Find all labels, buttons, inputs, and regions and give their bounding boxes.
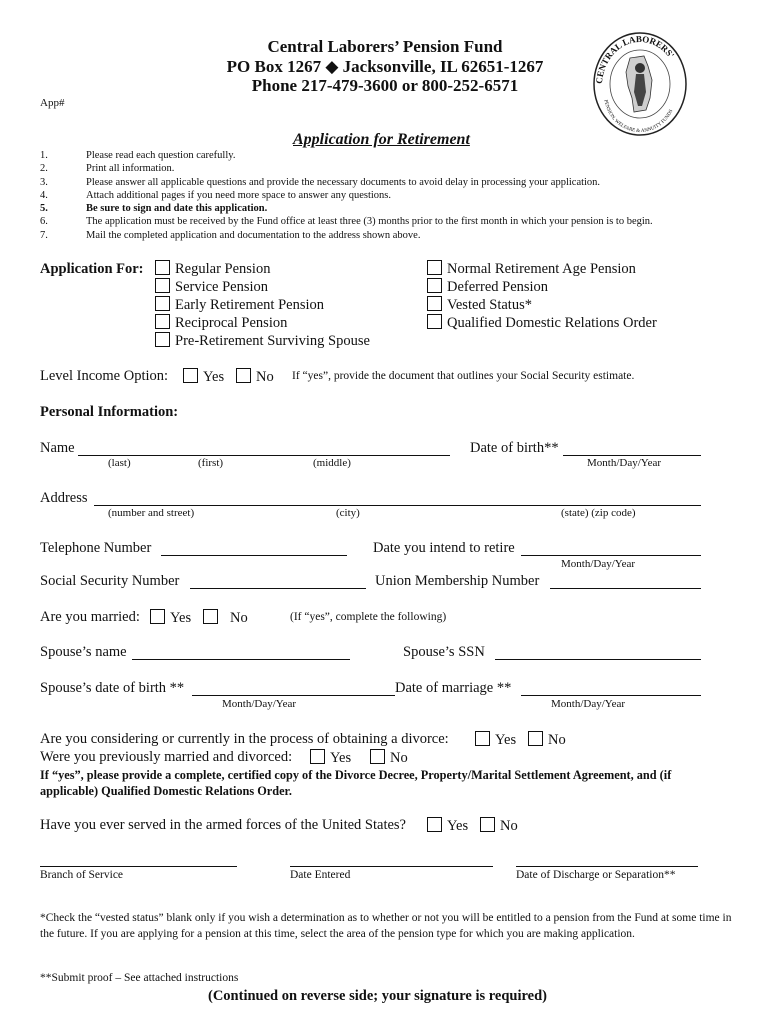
name-middle-caption: (middle) bbox=[313, 457, 351, 469]
instruction-number: 5. bbox=[40, 203, 48, 215]
application-type-checkbox[interactable] bbox=[427, 296, 442, 311]
svg-text:CENTRAL LABORERS': CENTRAL LABORERS' bbox=[593, 33, 677, 85]
yes-label: Yes bbox=[330, 750, 352, 766]
divorce-note: If “yes”, please provide a complete, certified copy of the Divorce Decree, Property/Marital Settlement Agreement, and (if applicable) Qualified Domestic Relations Order. bbox=[40, 768, 672, 798]
dob-format-caption: Month/Day/Year bbox=[587, 457, 662, 469]
application-type-label: Qualified Domestic Relations Order bbox=[447, 315, 657, 331]
application-type-option[interactable] bbox=[427, 260, 636, 278]
instruction-item bbox=[40, 149, 740, 162]
telephone-label: Telephone Number bbox=[40, 540, 152, 556]
fund-name: Central Laborers’ Pension Fund bbox=[267, 37, 503, 56]
level-income-no-checkbox[interactable] bbox=[236, 368, 251, 383]
divorce-q1-no[interactable] bbox=[528, 731, 566, 749]
application-type-label: Regular Pension bbox=[175, 261, 271, 277]
application-type-option[interactable] bbox=[155, 332, 370, 350]
instruction-item bbox=[40, 176, 740, 189]
instruction-text: Please read each question carefully. bbox=[86, 150, 236, 161]
retire-date-label: Date you intend to retire bbox=[373, 540, 515, 556]
instruction-item bbox=[40, 162, 740, 175]
date-entered-caption: Date Entered bbox=[290, 869, 351, 881]
instruction-item bbox=[40, 229, 740, 242]
instructions-list bbox=[40, 149, 740, 242]
address-street-caption: (number and street) bbox=[108, 507, 195, 519]
name-label: Name bbox=[40, 440, 75, 456]
no-label: No bbox=[390, 750, 408, 766]
vested-footnote: *Check the “vested status” blank only if you wish a determination as to whether or not you will be entitled to a pension from the Fund at some time in the future. If you are applying for a pension at this time, select the area of the pension type for which you are making application. bbox=[40, 912, 732, 940]
continued-notice: (Continued on reverse side; your signature is required) bbox=[208, 988, 548, 1004]
date-entered-field[interactable] bbox=[290, 866, 493, 867]
proof-footnote: **Submit proof – See attached instructions bbox=[40, 972, 239, 984]
spouse-ssn-field[interactable] bbox=[495, 659, 701, 660]
application-type-label: Vested Status* bbox=[447, 297, 532, 313]
ssn-field[interactable] bbox=[190, 588, 366, 589]
retire-date-field[interactable] bbox=[521, 555, 701, 556]
application-type-checkbox[interactable] bbox=[427, 260, 442, 275]
divorce-q1-yes[interactable] bbox=[475, 731, 516, 749]
married-yes-checkbox[interactable] bbox=[150, 609, 165, 624]
ssn-label: Social Security Number bbox=[40, 573, 180, 589]
application-type-label: Normal Retirement Age Pension bbox=[447, 261, 636, 277]
married-no-checkbox[interactable] bbox=[203, 609, 218, 624]
instruction-number: 1. bbox=[40, 150, 48, 161]
application-type-option[interactable] bbox=[155, 314, 287, 332]
yes-label: Yes bbox=[447, 818, 469, 834]
spouse-name-field[interactable] bbox=[132, 659, 350, 660]
personal-info-heading: Personal Information: bbox=[40, 404, 179, 420]
application-type-checkbox[interactable] bbox=[427, 314, 442, 329]
form-title: Application for Retirement bbox=[293, 131, 470, 148]
military-question: Have you ever served in the armed forces of the United States? bbox=[40, 817, 406, 833]
no-label: No bbox=[256, 369, 274, 385]
level-income-label: Level Income Option: bbox=[40, 368, 169, 384]
application-type-label: Service Pension bbox=[175, 279, 269, 295]
name-field[interactable] bbox=[78, 455, 450, 456]
military-yes-checkbox[interactable] bbox=[427, 817, 442, 832]
application-type-checkbox[interactable] bbox=[155, 296, 170, 311]
application-for-label: Application For: bbox=[40, 261, 144, 277]
app-number-label: App# bbox=[40, 97, 65, 109]
military-yes[interactable] bbox=[427, 817, 468, 835]
retire-date-format-caption: Month/Day/Year bbox=[561, 558, 636, 570]
married-note: (If “yes”, complete the following) bbox=[290, 611, 447, 623]
application-type-option[interactable] bbox=[155, 296, 324, 314]
no-label: No bbox=[548, 732, 566, 748]
city-state: Jacksonville, IL 62651-1267 bbox=[342, 57, 544, 76]
instruction-item bbox=[40, 202, 740, 215]
application-type-option[interactable] bbox=[155, 278, 268, 296]
instruction-text: Mail the completed application and documentation to the address shown above. bbox=[86, 229, 421, 241]
no-label: No bbox=[500, 818, 518, 834]
divorce-q2-label: Were you previously married and divorced: bbox=[40, 749, 293, 765]
discharge-date-field[interactable] bbox=[516, 866, 698, 867]
military-no[interactable] bbox=[480, 817, 518, 835]
dob-field[interactable] bbox=[563, 455, 701, 456]
address-field[interactable] bbox=[94, 505, 701, 506]
yes-label: Yes bbox=[203, 369, 225, 385]
instruction-item bbox=[40, 215, 740, 228]
fund-address bbox=[135, 57, 635, 77]
application-type-option[interactable] bbox=[427, 314, 657, 332]
level-income-note: If “yes”, provide the document that outlines your Social Security estimate. bbox=[292, 370, 635, 382]
application-type-checkbox[interactable] bbox=[427, 278, 442, 293]
instruction-number: 7. bbox=[40, 229, 48, 241]
po-box: PO Box 1267 bbox=[226, 57, 322, 76]
divorce-q1-label: Are you considering or currently in the process of obtaining a divorce: bbox=[40, 731, 449, 747]
marriage-date-field[interactable] bbox=[521, 695, 701, 696]
instruction-number: 6. bbox=[40, 216, 48, 228]
application-type-checkbox[interactable] bbox=[155, 260, 170, 275]
application-type-label: Early Retirement Pension bbox=[175, 297, 324, 313]
instruction-number: 3. bbox=[40, 176, 48, 188]
address-city-caption: (city) bbox=[336, 507, 360, 519]
application-type-label: Pre-Retirement Surviving Spouse bbox=[175, 333, 370, 349]
level-income-yes-checkbox[interactable] bbox=[183, 368, 198, 383]
application-type-checkbox[interactable] bbox=[155, 332, 170, 347]
no-label: No bbox=[230, 610, 248, 626]
spouse-dob-format-caption: Month/Day/Year bbox=[222, 698, 297, 710]
instruction-text: Print all information. bbox=[86, 163, 175, 175]
branch-caption: Branch of Service bbox=[40, 869, 124, 881]
divorce-q1-no-checkbox[interactable] bbox=[528, 731, 543, 746]
address-label: Address bbox=[40, 490, 88, 506]
application-type-option[interactable] bbox=[427, 296, 532, 314]
telephone-field[interactable] bbox=[161, 555, 347, 556]
divorce-q1-yes-checkbox[interactable] bbox=[475, 731, 490, 746]
svg-text:PENSION, WELFARE & ANNUITY FUN: PENSION, WELFARE & ANNUITY FUNDS bbox=[602, 99, 675, 135]
address-state-caption: (state) (zip code) bbox=[561, 507, 636, 519]
diamond-icon: ◆ bbox=[325, 57, 339, 76]
marriage-date-label: Date of marriage ** bbox=[395, 680, 512, 696]
instruction-item bbox=[40, 189, 740, 202]
instruction-number: 4. bbox=[40, 189, 48, 201]
fund-phone: Phone 217-479-3600 or 800-252-6571 bbox=[251, 76, 519, 95]
instruction-text: Be sure to sign and date this application. bbox=[86, 203, 268, 215]
divorce-q2-no[interactable] bbox=[370, 749, 408, 767]
spouse-dob-field[interactable] bbox=[192, 695, 395, 696]
level-income-no[interactable] bbox=[236, 368, 274, 386]
application-type-option[interactable] bbox=[155, 260, 270, 278]
instruction-text: Please answer all applicable questions and provide the necessary documents to avoid delay in processing your application. bbox=[86, 176, 601, 188]
married-yes[interactable] bbox=[150, 609, 191, 627]
yes-label: Yes bbox=[495, 732, 517, 748]
divorce-q2-no-checkbox[interactable] bbox=[370, 749, 385, 764]
spouse-ssn-label: Spouse’s SSN bbox=[403, 644, 485, 660]
application-type-checkbox[interactable] bbox=[155, 314, 170, 329]
divorce-q2-yes-checkbox[interactable] bbox=[310, 749, 325, 764]
fund-seal-logo bbox=[592, 28, 688, 136]
branch-field[interactable] bbox=[40, 866, 237, 867]
military-no-checkbox[interactable] bbox=[480, 817, 495, 832]
instruction-text: Attach additional pages if you need more space to answer any questions. bbox=[86, 189, 391, 201]
marriage-date-format-caption: Month/Day/Year bbox=[551, 698, 626, 710]
dob-label: Date of birth** bbox=[470, 440, 559, 456]
application-type-label: Deferred Pension bbox=[447, 279, 549, 295]
discharge-date-caption: Date of Discharge or Separation** bbox=[516, 869, 676, 881]
instruction-text: The application must be received by the Fund office at least three (3) months prior to the first month in which your pension is to begin. bbox=[86, 216, 653, 228]
application-type-option[interactable] bbox=[427, 278, 548, 296]
name-last-caption: (last) bbox=[108, 457, 131, 469]
application-type-checkbox[interactable] bbox=[155, 278, 170, 293]
name-first-caption: (first) bbox=[198, 457, 224, 469]
spouse-name-label: Spouse’s name bbox=[40, 644, 127, 660]
application-type-label: Reciprocal Pension bbox=[175, 315, 288, 331]
yes-label: Yes bbox=[170, 610, 192, 626]
spouse-dob-label: Spouse’s date of birth ** bbox=[40, 680, 185, 696]
union-number-field[interactable] bbox=[550, 588, 701, 589]
married-no[interactable] bbox=[203, 609, 248, 627]
divorce-q2-yes[interactable] bbox=[310, 749, 351, 767]
level-income-yes[interactable] bbox=[183, 368, 224, 386]
union-number-label: Union Membership Number bbox=[375, 573, 540, 589]
married-label: Are you married: bbox=[40, 609, 140, 625]
instruction-number: 2. bbox=[40, 163, 48, 175]
